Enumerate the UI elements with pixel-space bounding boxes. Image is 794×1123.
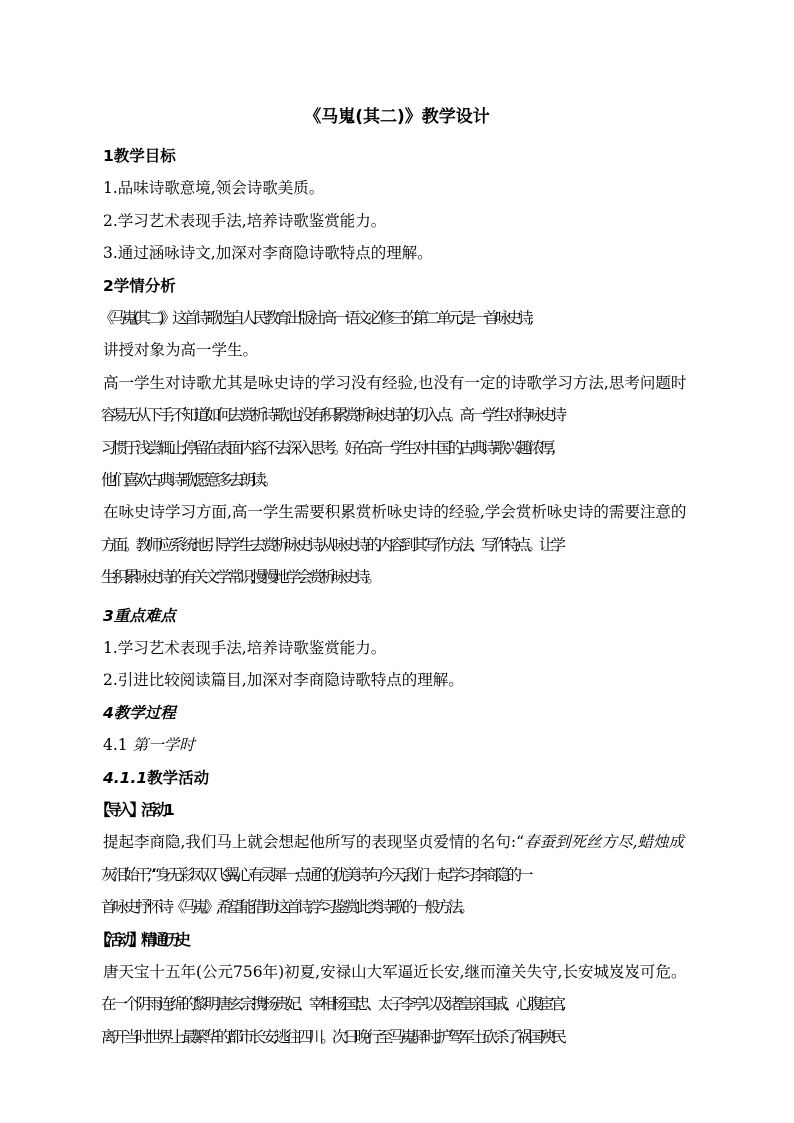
analysis-p1-line-1: 《马嵬(其二)》这首诗歌选自人民教育出版社高一语文必修三的第二单元,是一首咏史诗, bbox=[99, 308, 531, 327]
analysis-p2-line-1: 高一学生对诗歌尤其是咏史诗的学习没有经验,也没有一定的诗歌学习方法,思考问题时 bbox=[103, 373, 687, 392]
activity-1-line-1-text: 提起李商隐,我们马上就会想起他所写的表现坚贞爱情的名句:“ bbox=[103, 833, 525, 852]
analysis-p2-line-2: 容易无从下手,不知道如何去赏析诗歌,也没有积累赏析咏史诗的切入点。高一学生对待咏史诗 bbox=[101, 406, 563, 425]
analysis-p2-line-3: 习惯于浅尝辄止,停留在表面内容,不去深入思考。好在高一学生对中国的古典诗歌兴趣浓厚, bbox=[101, 438, 553, 457]
objective-item-3: 3.通过涵咏诗文,加深对李商隐诗歌特点的理解。 bbox=[103, 244, 433, 263]
section-heading-objectives: 1教学目标 bbox=[103, 147, 176, 165]
section-heading-analysis: 2学情分析 bbox=[103, 276, 176, 295]
subsection-4-1-1-number: 4.1.1 bbox=[103, 768, 148, 787]
keypoint-item-2: 2.引进比较阅读篇目,加深对李商隐诗歌特点的理解。 bbox=[103, 671, 464, 690]
section-heading-keypoints: 3重点难点 bbox=[103, 606, 176, 625]
activity-1-heading: 【导入】活动1 bbox=[95, 800, 171, 819]
keypoint-item-1: 1.学习艺术表现手法,培养诗歌鉴赏能力。 bbox=[103, 639, 387, 657]
activity-2-line-3: 离开当时世界上最繁华的都市长安,逃往四川。次日晚行至马嵬驿时,护驾军士砍杀了祸国殃民 bbox=[101, 1027, 563, 1046]
analysis-paragraph-2 bbox=[103, 367, 703, 497]
activity-1-line-1 bbox=[103, 826, 703, 858]
activity-1-quote: 春蚕到死丝方尽,蜡烛成 bbox=[524, 833, 685, 852]
objective-item-1: 1.品味诗歌意境,领会诗歌美质。 bbox=[103, 179, 325, 198]
activity-2-paragraph bbox=[103, 956, 703, 1053]
analysis-p1-line-2: 讲授对象为高一学生。 bbox=[103, 341, 259, 360]
subsection-4-1-title: 第一学时 bbox=[132, 736, 195, 755]
activity-2-line-1: 唐天宝十五年(公元756年)初夏,安禄山大军逼近长安,继而潼关失守,长安城岌岌可危。 bbox=[103, 962, 687, 981]
activity-2-heading: 【活动】精通历史 bbox=[95, 930, 188, 949]
subsection-4-1-1 bbox=[103, 762, 703, 794]
analysis-p3-line-2: 方面。教师应系统地引导学生去赏析咏史诗,从咏史诗的内容到其写作方法、写作特点。让学 bbox=[101, 535, 562, 554]
analysis-p3-line-3: 生积累咏史诗的有关文学常识,慢慢地学会赏析咏史诗。 bbox=[101, 568, 378, 587]
subsection-4-1-1-title: 教学活动 bbox=[147, 768, 210, 787]
analysis-p3-line-1: 在咏史诗学习方面,高一学生需要积累赏析咏史诗的经验,学会赏析咏史诗的需要注意的 bbox=[103, 503, 687, 522]
analysis-p2-line-4: 他们喜欢古典诗歌,愿意多去朗读。 bbox=[101, 470, 275, 489]
section-heading-process: 4教学过程 bbox=[103, 703, 176, 722]
activity-1-line-2: 灰泪始干,”“身无彩凤双飞翼,心有灵犀一点通”的优美诗句今天,我们一起学习李商隐的一 bbox=[101, 865, 530, 884]
subsection-4-1-number: 4.1 bbox=[103, 736, 133, 755]
analysis-paragraph-3 bbox=[103, 496, 703, 593]
activity-2-line-2: 在一个阴雨连绵的黎明,唐玄宗携杨贵妃、宰相杨国忠、太子李亨以及诸皇亲国戚、心腹宦官, bbox=[101, 995, 563, 1014]
subsection-4-1 bbox=[103, 729, 703, 761]
activity-1-line-3: 首咏史抒怀诗《马嵬》,希望能借助这首诗,学习鉴赏此类诗歌的一般方法。 bbox=[101, 898, 471, 917]
document-body bbox=[95, 140, 703, 1053]
activity-1-paragraph bbox=[103, 826, 703, 923]
document-title: 《马嵬(其二)》教学设计 bbox=[304, 107, 490, 127]
analysis-paragraph-1 bbox=[99, 302, 703, 367]
objective-item-2: 2.学习艺术表现手法,培养诗歌鉴赏能力。 bbox=[103, 211, 387, 230]
